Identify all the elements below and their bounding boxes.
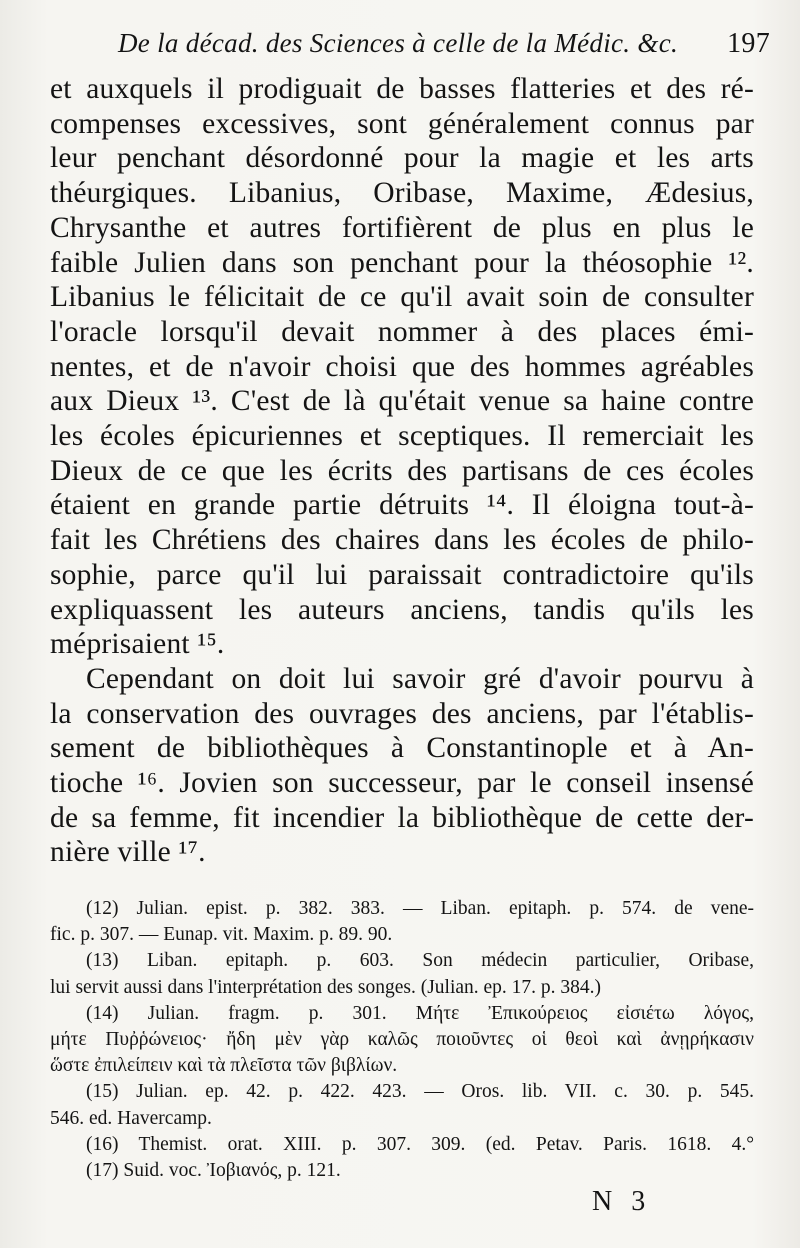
- body-line: expliquassent les auteurs anciens, tandis qu'ils les: [50, 593, 754, 626]
- body-line: et auxquels il prodiguait de basses flatteries et des ré-: [50, 73, 754, 105]
- body-line: Dieux de ce que les écrits des partisans de ces écoles: [50, 454, 754, 487]
- paragraph-start-line: Cependant on doit lui savoir gré d'avoir pourvu à: [86, 662, 754, 695]
- footnote-line: μήτε Πυῤῥώνειος· ἤδη μὲν γὰρ καλῶς ποιοῦντες οἱ θεοὶ καὶ ἀνῃρήκασιν: [50, 1029, 754, 1051]
- signature-mark: N 3: [592, 1186, 652, 1217]
- footnote-15: (15) Julian. ep. 42. p. 422. 423. — Oros. lib. VII. c. 30. p. 545.: [86, 1081, 754, 1103]
- running-head: [118, 28, 770, 60]
- body-line: méprisaient ¹⁵.: [50, 628, 225, 661]
- body-line: l'oracle lorsqu'il devait nommer à des places émi-: [50, 315, 754, 348]
- footnote-14: (14) Julian. fragm. p. 301. Μήτε Ἐπικούρειος εἰσιέτω λόγος,: [86, 1002, 754, 1024]
- body-line: leur penchant désordonné pour la magie et les arts: [50, 142, 754, 175]
- body-line: étaient en grande partie détruits ¹⁴. Il éloigna tout-à-: [50, 489, 754, 522]
- body-line: compenses excessives, sont généralement connus par: [50, 107, 754, 140]
- body-line: sement de bibliothèques à Constantinople et à An-: [50, 732, 754, 765]
- body-line: fait les Chrétiens des chaires dans les écoles de philo-: [50, 524, 754, 557]
- footnote-line: lui servit aussi dans l'interprétation des songes. (Julian. ep. 17. p. 384.): [50, 976, 602, 998]
- body-line: sophie, parce qu'il lui paraissait contradictoire qu'ils: [50, 558, 754, 591]
- body-line: Libanius le félicitait de ce qu'il avait soin de consulter: [50, 281, 754, 314]
- footnotes: [50, 896, 754, 1184]
- body-line: théurgiques. Libanius, Oribase, Maxime, Ædesius,: [50, 177, 754, 210]
- body-text: [50, 72, 754, 870]
- page-number: 197: [727, 28, 770, 59]
- body-line: la conservation des ouvrages des anciens, par l'établis-: [50, 697, 754, 730]
- body-line: les écoles épicuriennes et sceptiques. Il remerciait les: [50, 420, 754, 453]
- running-head-title: De la décad. des Sciences à celle de la Médic. &c.: [118, 28, 679, 58]
- footnote-13: (13) Liban. epitaph. p. 603. Son médecin particulier, Oribase,: [86, 950, 754, 972]
- body-line: Chrysanthe et autres fortifièrent de plus en plus le: [50, 211, 754, 244]
- footnote-17: (17) Suid. voc. Ἰοβιανός, p. 121.: [86, 1160, 341, 1182]
- footnote-12: (12) Julian. epist. p. 382. 383. — Liban. epitaph. p. 574. de vene-: [86, 898, 754, 919]
- body-line: faible Julien dans son penchant pour la théosophie ¹².: [50, 246, 754, 279]
- body-line: nentes, et de n'avoir choisi que des hommes agréables: [50, 350, 754, 383]
- body-line: tioche ¹⁶. Jovien son successeur, par le conseil insensé: [50, 767, 754, 800]
- footnote-line: ὥστε ἐπιλείπειν καὶ τὰ πλεῖστα τῶν βιβλίων.: [50, 1055, 398, 1077]
- body-line: nière ville ¹⁷.: [50, 836, 206, 869]
- footnote-line: fic. p. 307. — Eunap. vit. Maxim. p. 89. 90.: [50, 924, 393, 946]
- body-line: aux Dieux ¹³. C'est de là qu'était venue sa haine contre: [50, 385, 754, 418]
- body-line: de sa femme, fit incendier la bibliothèque de cette der-: [50, 801, 754, 834]
- footnote-16: (16) Themist. orat. XIII. p. 307. 309. (ed. Petav. Paris. 1618. 4.°: [86, 1133, 754, 1155]
- footnote-line: 546. ed. Havercamp.: [50, 1107, 212, 1129]
